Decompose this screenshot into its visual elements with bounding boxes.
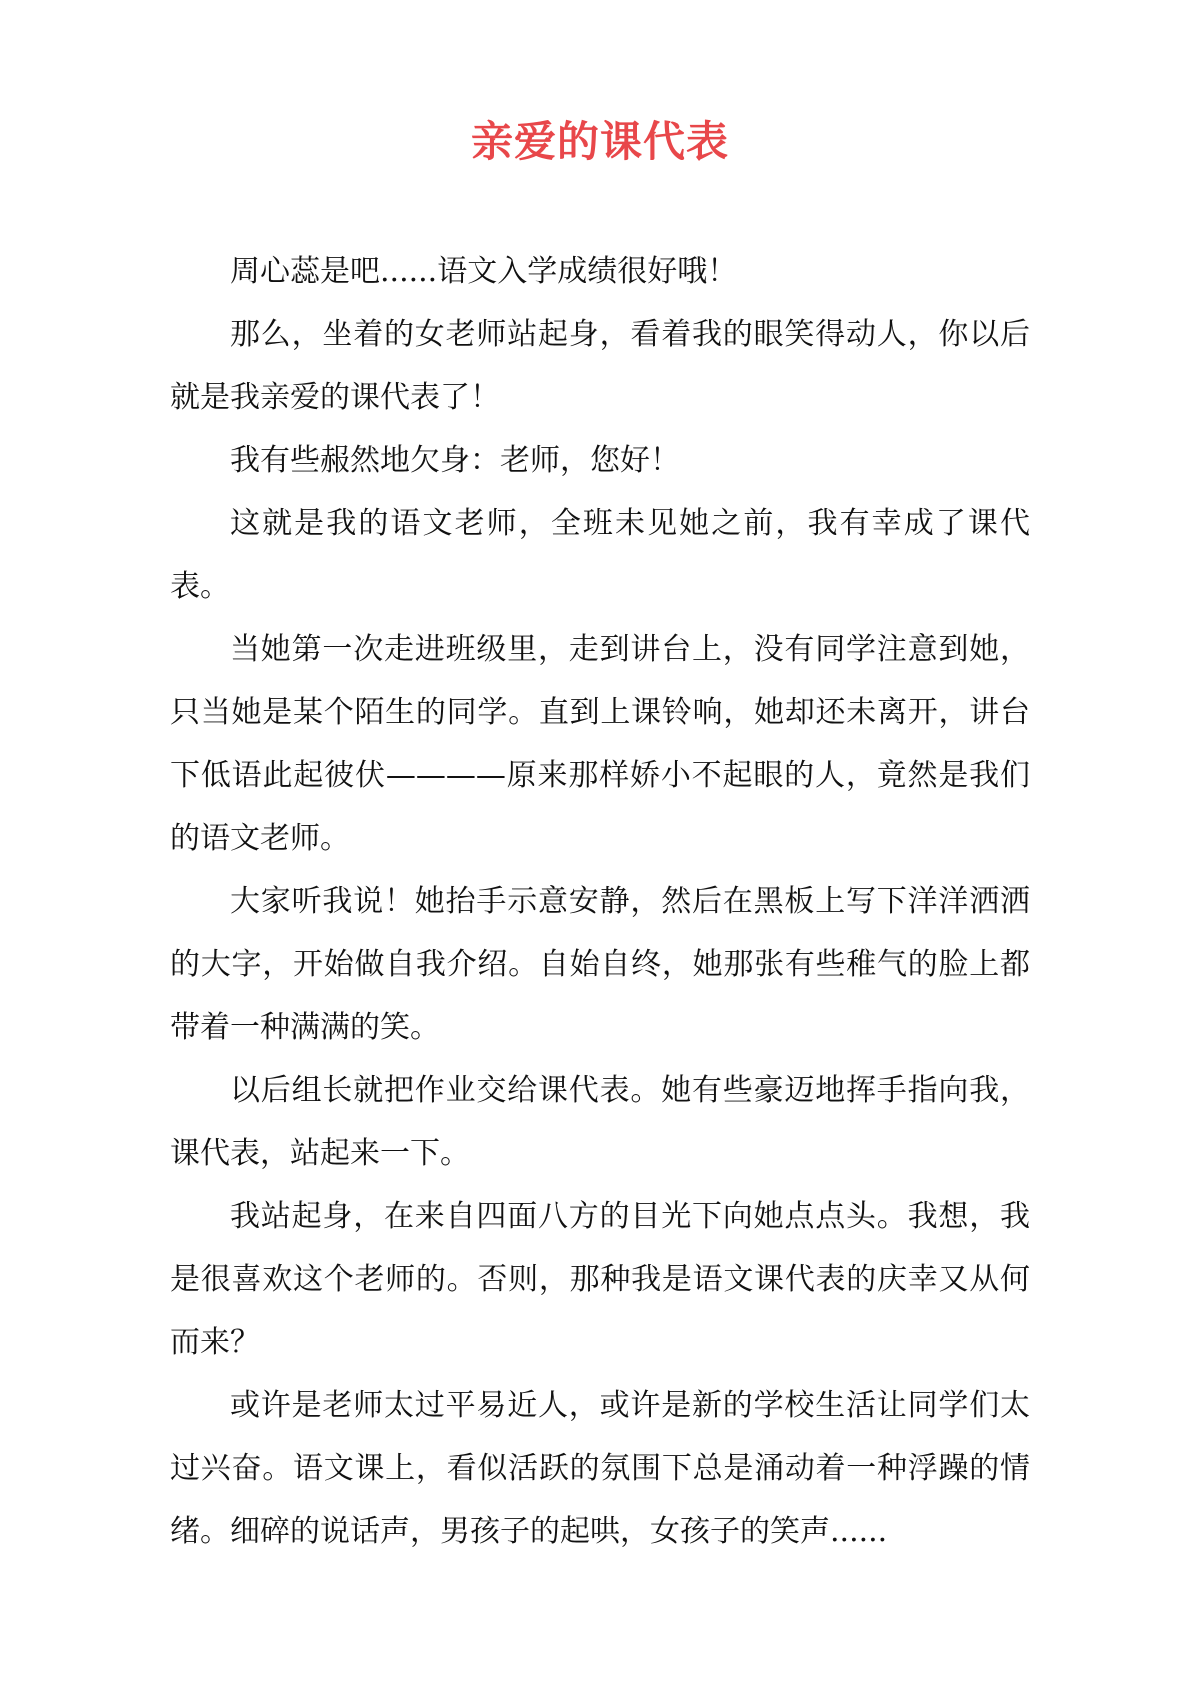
paragraph: 当她第一次走进班级里，走到讲台上，没有同学注意到她，只当她是某个陌生的同学。直到上课铃响，她却还未离开，讲台下低语此起彼伏————原来那样娇小不起眼的人，竟然是我们的语文老师。: [170, 632, 1030, 856]
paragraph: 大家听我说！她抬手示意安静，然后在黑板上写下洋洋洒洒的大字，开始做自我介绍。自始自终，她那张有些稚气的脸上都带着一种满满的笑。: [170, 884, 1030, 1045]
paragraph: 这就是我的语文老师，全班未见她之前，我有幸成了课代表。: [170, 506, 1030, 604]
document-title: 亲爱的课代表: [470, 117, 729, 166]
paragraph: 我有些赧然地欠身：老师，您好！: [230, 443, 680, 478]
paragraph: 我站起身，在来自四面八方的目光下向她点点头。我想，我是很喜欢这个老师的。否则，那种我是语文课代表的庆幸又从何而来？: [170, 1199, 1030, 1360]
paragraph: 那么，坐着的女老师站起身，看着我的眼笑得动人，你以后就是我亲爱的课代表了！: [170, 317, 1030, 415]
document-body: [170, 240, 1030, 1563]
paragraph: 或许是老师太过平易近人，或许是新的学校生活让同学们太过兴奋。语文课上，看似活跃的氛围下总是涌动着一种浮躁的情绪。细碎的说话声，男孩子的起哄，女孩子的笑声......: [170, 1388, 1030, 1549]
paragraph: 以后组长就把作业交给课代表。她有些豪迈地挥手指向我，课代表，站起来一下。: [170, 1073, 1030, 1171]
paragraph: 周心蕊是吧......语文入学成绩很好哦！: [230, 254, 738, 289]
